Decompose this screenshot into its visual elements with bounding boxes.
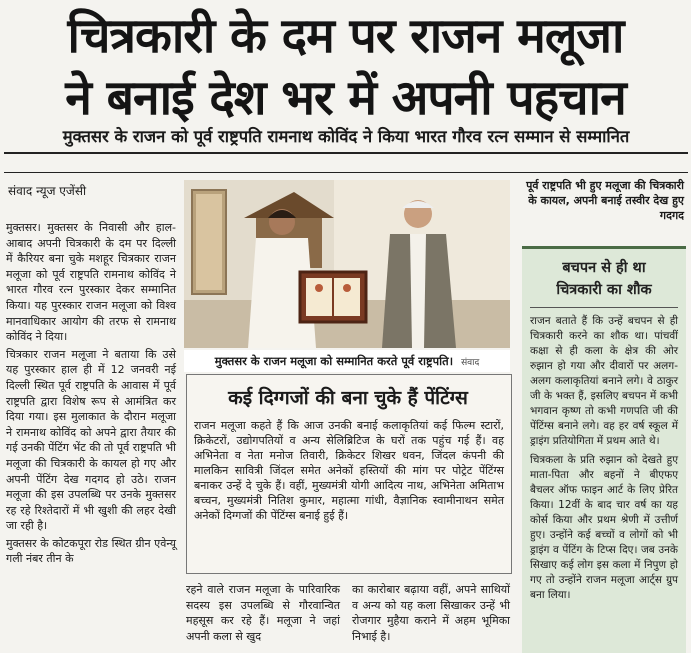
photo-credit: संवाद [461, 358, 480, 368]
sidebar-divider [530, 307, 678, 308]
right-caption: पूर्व राष्ट्रपति भी हुए मलूजा की चित्रकारी के कायल, अपनी बनाई तस्वीर देख हुए गदगद [526, 179, 684, 222]
left-column [6, 220, 176, 567]
left-para-2: चित्रकार राजन मलूजा ने बताया कि उसे यह पुरस्कार हाल ही में 12 जनवरी नई दिल्ली स्थित पूर्व राष्ट्रपति के आवास में पूर्व राष्ट्रपति द्वारा विशेष रूप से आमंत्रित कर दिया गया। इस मुलाकात के दौरान मलूजा ने रामनाथ कोविंद को अपने द्वारा तैयार की गई उनकी पेंटिंग भेंट की तो पूर्व राष्ट्रपति भी मलूजा की चित्रकारी के कायल हो गए और अपनी पेंटिंग देख गदगद हो उठे। राजन मलूजा की इस उपलब्धि पर उनके मुक्तसर रह रहे रिश्तेदारों में भी खुशी की लहर देखी जा रही है। [6, 347, 176, 533]
headline-line-1: चित्रकारी के दम पर राजन मलूजा [67, 8, 624, 64]
highlight-box-title: कई दिग्गजों की बना चुके हैं पेंटिंग्स [228, 387, 468, 409]
photo-illustration [184, 180, 510, 348]
sidebar-para-2: चित्रकला के प्रति रुझान को देखते हुए माता-पिता और बहनों ने बीएफए बैचलर ऑफ फाइन आर्ट के लिए प्रेरित किया। 12वीं के बाद चार वर्ष का यह कोर्स किया और प्रथम श्रेणी में उत्तीर्ण हुए। उन्होंने कई बच्चों व लोगों को भी ड्राइंग व पेंटिंग के टिप्स दिए। जब उनके सिखाए कई लोग इस कला में निपुण हो गए तो उन्होंने राजन मलूजा आर्ट्स ग्रुप बना लिया। [530, 454, 678, 601]
sidebar-box [522, 246, 686, 653]
divider [4, 172, 688, 173]
sidebar-text [522, 314, 686, 603]
headline-line-2: ने बनाई देश भर में अपनी पहचान [65, 70, 626, 126]
highlight-box-text: राजन मलूजा कहते हैं कि आज उनकी बनाई कलाकृतियां कई फिल्म स्टारों, क्रिकेटरों, उद्योगपतियों व अन्य सेलिब्रिटिज के घरों तक पहुंच गई हैं। वह अभिनेता व नेता मनोज तिवारी, क्रिकेटर शिखर धवन, जिंदल कंपनी की मालकिन सावित्री जिंदल समेत अनेकों हस्तियों की मांग पर पोट्रेट पेंटिंग्स बनाकर उन्हें दे चुके हैं। वहीं, मुख्यमंत्री योगी आदित्य नाथ, अभिनेता अमिताभ बच्चन, मुख्यमंत्री नितिश कुमार, महात्मा गांधी, वैज्ञानिक स्वामीनाथन समेत अनेकों दिग्गजों की पेंटिंग्स बनाई हुई हैं। [194, 419, 504, 522]
left-para-1: मुक्तसर। मुक्तसर के निवासी और हाल-आबाद अपनी चित्रकारी के दम पर दिल्ली में कैरियर बना चुके मशहूर चित्रकार राजन मलूजा को पूर्व राष्ट्रपति रामनाथ कोविंद ने भारत गौरव रत्न पुरस्कार देकर सम्मानित किया। यह पुरस्कार राजन मलूजा को विश्व मानवाधिकार आयोग की तरफ से रामनाथ कोविंद ने दिया। [6, 221, 176, 344]
agency-byline: संवाद न्यूज एजेंसी [8, 184, 87, 198]
divider [4, 152, 688, 154]
news-photo [184, 180, 510, 348]
sidebar-title-1: बचपन से ही था [562, 260, 646, 276]
sidebar-title-2: चित्रकारी का शौक [556, 282, 652, 298]
left-para-3: मुक्तसर के कोटकपूरा रोड स्थित ग्रीन एवेन्यू गली नंबर तीन के [6, 536, 176, 566]
photo-caption-text: मुक्तसर के राजन मलूजा को सम्मानित करते पूर्व राष्ट्रपति। [214, 354, 454, 368]
subheadline: मुक्तसर के राजन को पूर्व राष्ट्रपति रामनाथ कोविंद ने किया भारत गौरव रत्न सम्मान से सम्मानित [62, 127, 630, 146]
sidebar-para-1: राजन बताते हैं कि उन्हें बचपन से ही चित्रकारी करने का शौक था। पांचवीं कक्षा से ही कला के क्षेत्र की ओर रुझान हो गया और दीवारों पर अलग-अलग कलाकृतियां बनाने लगे। वे ठाकुर जी के भक्त हैं, इसलिए बचपन में कभी भगवान कृष्ण तो कभी गणपति जी की पेंटिंग्स बनाने लगे। वह हर वर्ष स्कूल में ड्राइंग प्रतियोगिता में प्रथम आते थे। [530, 315, 678, 447]
bottom-column-1: रहने वाले राजन मलूजा के पारिवारिक सदस्य इस उपलब्धि से गौरवान्वित महसूस कर रहे हैं। मलूजा ने जहां अपनी कला से खुद [186, 583, 340, 643]
photo-caption [184, 350, 510, 372]
bottom-column-2: का कारोबार बढ़ाया वहीं, अपने साथियों व अन्य को यह कला सिखाकर उन्हें भी रोजगार मुहैया कराने में अहम भूमिका निभाई है। [352, 583, 510, 643]
